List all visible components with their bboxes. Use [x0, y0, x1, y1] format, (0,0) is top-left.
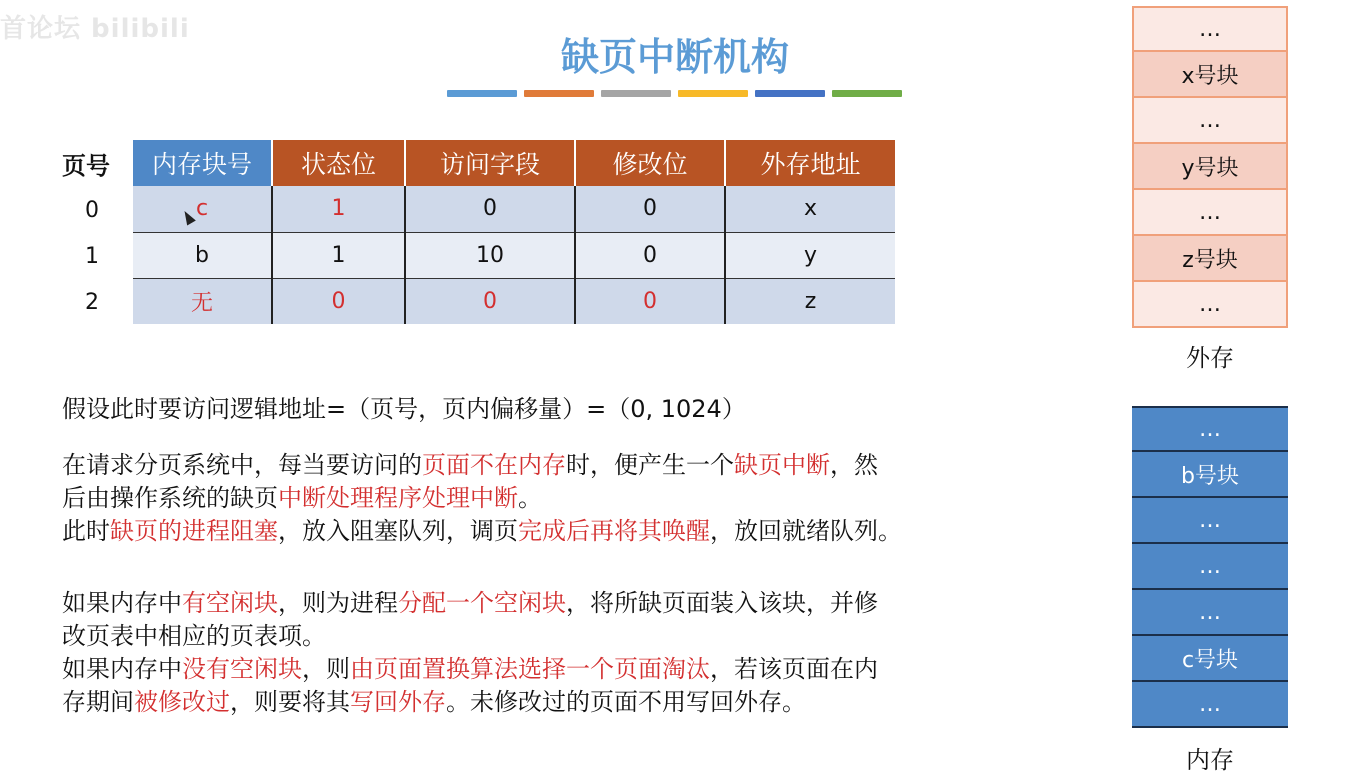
external-storage-block: … — [1132, 190, 1288, 236]
table-cell: 1 — [272, 186, 405, 232]
highlighted-text: 页面不在内存 — [422, 451, 566, 479]
external-storage-block: x号块 — [1132, 52, 1288, 98]
column-header-status-bit: 状态位 — [272, 140, 405, 186]
text-span: 此时 — [62, 517, 110, 545]
table-cell: 无 — [133, 278, 272, 324]
paragraph-line — [62, 620, 878, 653]
watermark: 首论坛 bilibili — [0, 14, 190, 44]
external-storage-block: … — [1132, 282, 1288, 328]
title-color-bar-segment — [755, 90, 825, 97]
external-storage-block: y号块 — [1132, 144, 1288, 190]
highlighted-text: 缺页中断 — [734, 451, 830, 479]
table-row — [133, 278, 895, 324]
text-span: ，放回就绪队列。 — [710, 517, 902, 545]
column-header-modified-bit: 修改位 — [575, 140, 725, 186]
highlighted-text: 没有空闲块 — [182, 655, 302, 683]
external-storage-block: z号块 — [1132, 236, 1288, 282]
highlighted-text: 缺页的进程阻塞 — [110, 517, 278, 545]
text-span: 时，便产生一个 — [566, 451, 734, 479]
table-cell: 0 — [405, 186, 575, 232]
memory-stack — [1132, 406, 1288, 728]
highlighted-text: 由页面置换算法选择一个页面淘汰 — [350, 655, 710, 683]
text-span: 。 — [518, 484, 542, 512]
page-number-label: 1 — [85, 244, 99, 269]
memory-block: … — [1132, 498, 1288, 544]
text-span: ，则 — [302, 655, 350, 683]
logical-address-line: 假设此时要访问逻辑地址=（页号，页内偏移量）=（0, 1024） — [62, 395, 746, 423]
highlighted-text: 被修改过 — [134, 688, 230, 716]
page-number-header: 页号 — [62, 152, 110, 180]
title-color-bar-segment — [678, 90, 748, 97]
table-cell: b — [133, 232, 272, 278]
memory-label: 内存 — [1186, 746, 1234, 774]
column-header-access-field: 访问字段 — [405, 140, 575, 186]
column-header-memory-block: 内存块号 — [133, 140, 272, 186]
text-span: 改页表中相应的页表项。 — [62, 622, 326, 650]
table-cell: 0 — [405, 278, 575, 324]
paragraph-line — [62, 449, 902, 482]
page-number-label: 2 — [85, 290, 99, 315]
text-span: 如果内存中 — [62, 589, 182, 617]
paragraph-line — [62, 482, 902, 515]
table-cell: 0 — [575, 232, 725, 278]
page-table — [133, 140, 895, 324]
highlighted-text: 中断处理程序处理中断 — [278, 484, 518, 512]
table-row — [133, 186, 895, 232]
title-color-bar-segment — [832, 90, 902, 97]
paragraph-line — [62, 515, 902, 548]
page-number-label: 0 — [85, 198, 99, 223]
free-block-paragraph — [62, 587, 878, 719]
table-row — [133, 232, 895, 278]
table-cell: c — [133, 186, 272, 232]
paragraph-line — [62, 587, 878, 620]
memory-block: b号块 — [1132, 452, 1288, 498]
table-cell: 10 — [405, 232, 575, 278]
title-color-bar-segment — [524, 90, 594, 97]
text-span: 在请求分页系统中，每当要访问的 — [62, 451, 422, 479]
text-span: 后由操作系统的缺页 — [62, 484, 278, 512]
table-cell: 1 — [272, 232, 405, 278]
memory-block: c号块 — [1132, 636, 1288, 682]
text-span: 如果内存中 — [62, 655, 182, 683]
title-color-bar-segment — [601, 90, 671, 97]
page-fault-paragraph — [62, 449, 902, 548]
text-span: 。未修改过的页面不用写回外存。 — [446, 688, 806, 716]
table-cell: 0 — [575, 278, 725, 324]
text-span: ，放入阻塞队列，调页 — [278, 517, 518, 545]
column-header-external-address: 外存地址 — [725, 140, 895, 186]
external-storage-stack — [1132, 6, 1288, 328]
table-cell: x — [725, 186, 895, 232]
highlighted-text: 有空闲块 — [182, 589, 278, 617]
memory-block: … — [1132, 406, 1288, 452]
highlighted-text: 完成后再将其唤醒 — [518, 517, 710, 545]
highlighted-text: 分配一个空闲块 — [398, 589, 566, 617]
highlighted-text: 写回外存 — [350, 688, 446, 716]
table-cell: 0 — [272, 278, 405, 324]
text-span: ，则为进程 — [278, 589, 398, 617]
external-storage-label: 外存 — [1186, 344, 1234, 372]
memory-block: … — [1132, 590, 1288, 636]
text-span: ，将所缺页面装入该块，并修 — [566, 589, 878, 617]
title-color-bar-segment — [447, 90, 517, 97]
paragraph-line — [62, 653, 878, 686]
text-span: ，则要将其 — [230, 688, 350, 716]
external-storage-block: … — [1132, 6, 1288, 52]
table-cell: z — [725, 278, 895, 324]
memory-block: … — [1132, 682, 1288, 728]
memory-block: … — [1132, 544, 1288, 590]
external-storage-block: … — [1132, 98, 1288, 144]
slide-title: 缺页中断机构 — [560, 35, 789, 79]
table-cell: 0 — [575, 186, 725, 232]
text-span: ，若该页面在内 — [710, 655, 878, 683]
text-span: 存期间 — [62, 688, 134, 716]
paragraph-line — [62, 686, 878, 719]
text-span: ，然 — [830, 451, 878, 479]
table-cell: y — [725, 232, 895, 278]
